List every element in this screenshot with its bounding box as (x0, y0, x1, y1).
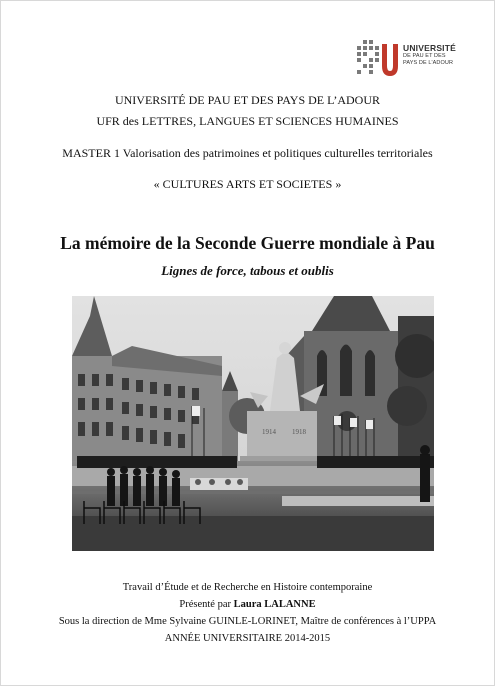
work-type: Travail d’Étude et de Recherche en Histoire contemporaine (122, 582, 373, 593)
faculty-name: UFR des LETTRES, LANGUES ET SCIENCES HUMAINES (96, 114, 399, 128)
monument-inscription-1918: 1918 (292, 428, 306, 436)
program-name: « CULTURES ARTS ET SOCIETES » (153, 177, 342, 191)
logo-line-2: DE PAU ET DES (403, 53, 446, 59)
cover-photo-illustration (72, 296, 434, 551)
logo-line-1: UNIVERSITÉ (403, 43, 457, 53)
document-title: La mémoire de la Seconde Guerre mondiale à Pau (60, 233, 435, 253)
academic-year: ANNÉE UNIVERSITAIRE 2014-2015 (164, 633, 331, 644)
logo-grid-icon (355, 40, 401, 80)
university-logo (355, 40, 455, 80)
monument-inscription-1914: 1914 (262, 428, 276, 436)
logo-line-3: PAYS DE L'ADOUR (403, 59, 454, 66)
presented-by-prefix: Présenté par (179, 599, 234, 610)
document-subtitle: Lignes de force, tabous et oublis (161, 263, 334, 278)
presented-by (0, 599, 495, 610)
university-name: UNIVERSITÉ DE PAU ET DES PAYS DE L’ADOUR (114, 93, 381, 107)
logo-text (403, 44, 456, 66)
supervision: Sous la direction de Mme Sylvaine GUINLE-LORINET, Maître de conférences à l’UPPA (58, 616, 437, 627)
master-program: MASTER 1 Valorisation des patrimoines et politiques culturelles territoriales (62, 146, 433, 160)
author-name: Laura LALANNE (233, 599, 316, 610)
cover-photo (72, 296, 434, 551)
